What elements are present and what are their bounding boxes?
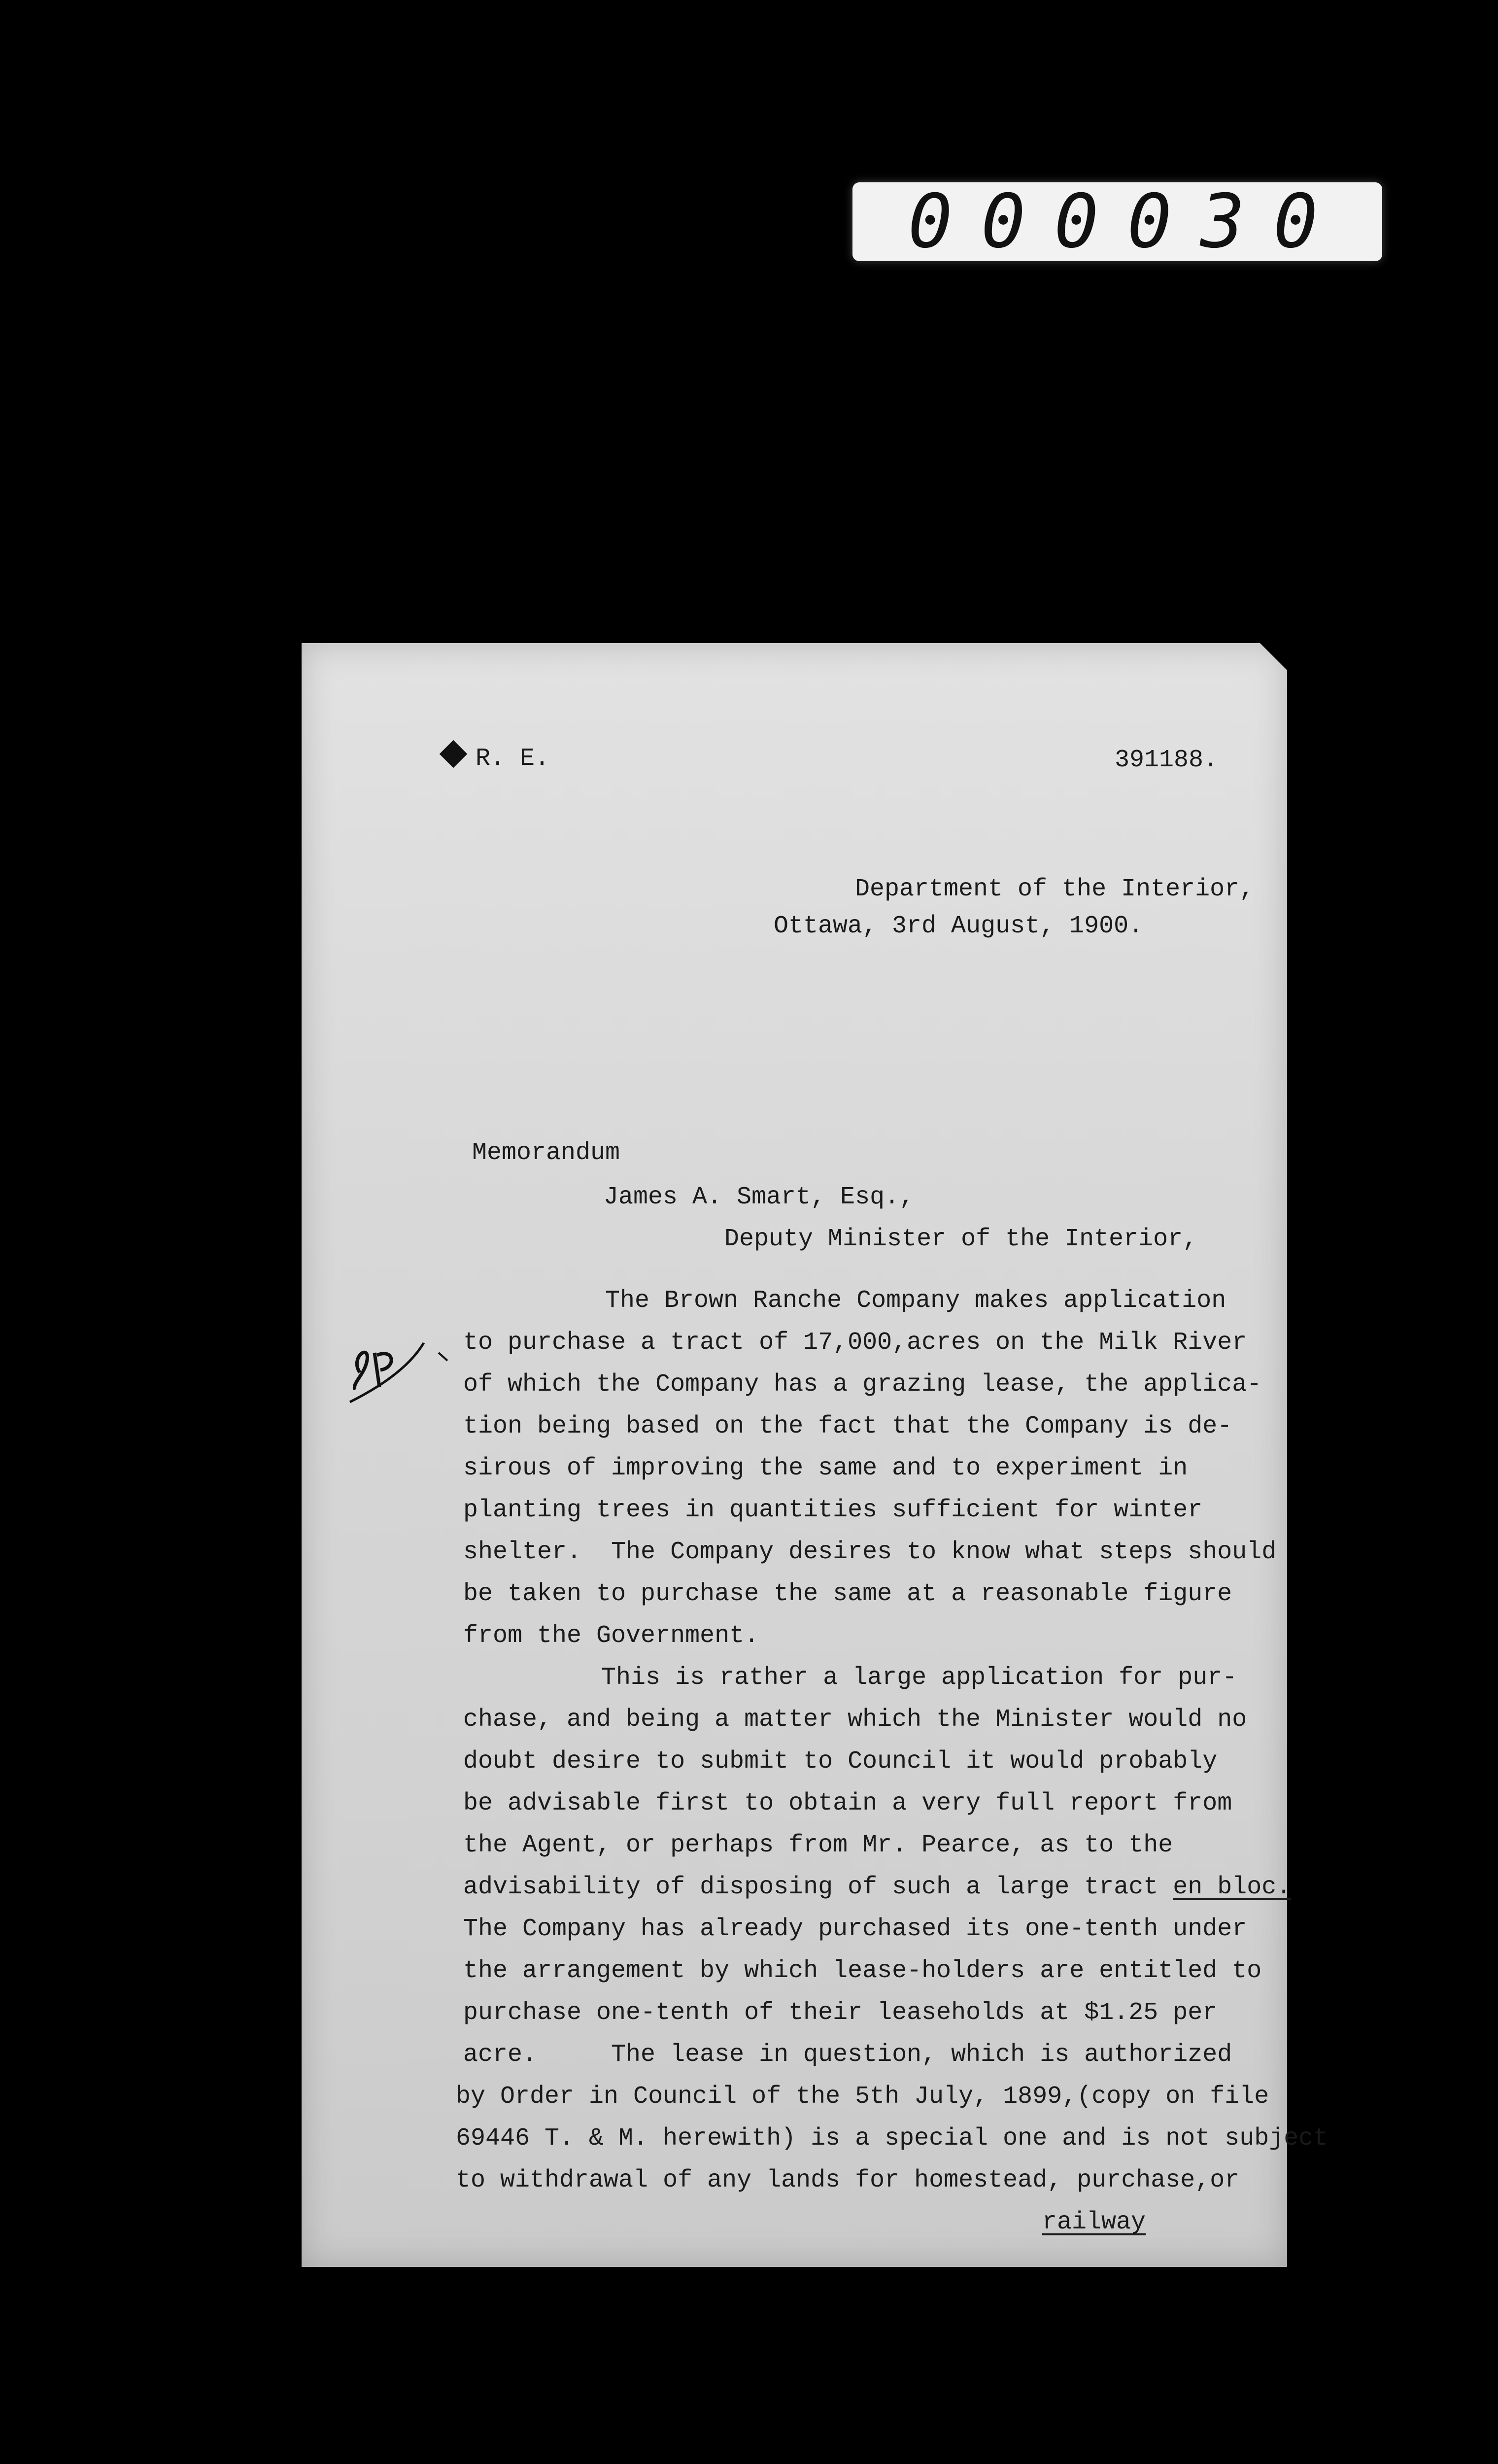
body-line: planting trees in quantities sufficient for winter <box>463 1496 1203 1524</box>
body-line: This is rather a large application for pur- <box>601 1664 1237 1692</box>
body-line: purchase one-tenth of their leaseholds at $1.25 per <box>463 1999 1218 2027</box>
file-number: 391188. <box>1115 746 1219 774</box>
body-line: 69446 T. & M. herewith) is a special one and is not subject <box>456 2124 1328 2153</box>
body-line: to withdrawal of any lands for homestead, purchase,or <box>456 2166 1240 2194</box>
folded-corner <box>1260 643 1287 670</box>
underlined-phrase: en bloc. <box>1173 1873 1292 1901</box>
body-line: from the Government. <box>463 1622 759 1650</box>
body-line: chase, and being a matter which the Minister would no <box>463 1706 1247 1734</box>
sender-place-date: Ottawa, 3rd August, 1900. <box>774 912 1144 940</box>
reference-initials: R. E. <box>476 745 550 773</box>
frame-counter <box>852 179 1382 265</box>
recipient-title: Deputy Minister of the Interior, <box>724 1225 1198 1253</box>
handwritten-initials <box>340 1313 448 1412</box>
frame-number: 000030 <box>908 179 1347 265</box>
body-line: be advisable first to obtain a very full report from <box>463 1789 1232 1817</box>
catchword: railway <box>1042 2208 1146 2236</box>
sender-department: Department of the Interior, <box>855 875 1255 903</box>
body-line: shelter. The Company desires to know what steps should <box>463 1538 1277 1566</box>
body-line: The Brown Ranche Company makes application <box>605 1287 1226 1315</box>
recipient-name: James A. Smart, Esq., <box>604 1183 915 1211</box>
body-line: by Order in Council of the 5th July, 1899,(copy on file <box>456 2083 1269 2111</box>
body-line: doubt desire to submit to Council it would probably <box>463 1747 1218 1776</box>
body-line: tion being based on the fact that the Company is de- <box>463 1412 1232 1440</box>
body-line: the arrangement by which lease-holders are entitled to <box>463 1957 1262 1985</box>
body-line: be taken to purchase the same at a reasonable figure <box>463 1580 1232 1608</box>
body-line: of which the Company has a grazing lease, the applica- <box>463 1370 1262 1399</box>
memo-heading: Memorandum <box>472 1139 620 1167</box>
body-line: the Agent, or perhaps from Mr. Pearce, as to the <box>463 1831 1173 1859</box>
body-line: sirous of improving the same and to experiment in <box>463 1454 1188 1482</box>
body-line-with-phrase <box>463 1873 1292 1901</box>
body-line-text: advisability of disposing of such a large tract <box>463 1873 1173 1901</box>
body-line: to purchase a tract of 17,000,acres on the Milk River <box>463 1329 1247 1357</box>
body-line: The Company has already purchased its one-tenth under <box>463 1915 1247 1943</box>
body-line: acre. The lease in question, which is authorized <box>463 2041 1232 2069</box>
